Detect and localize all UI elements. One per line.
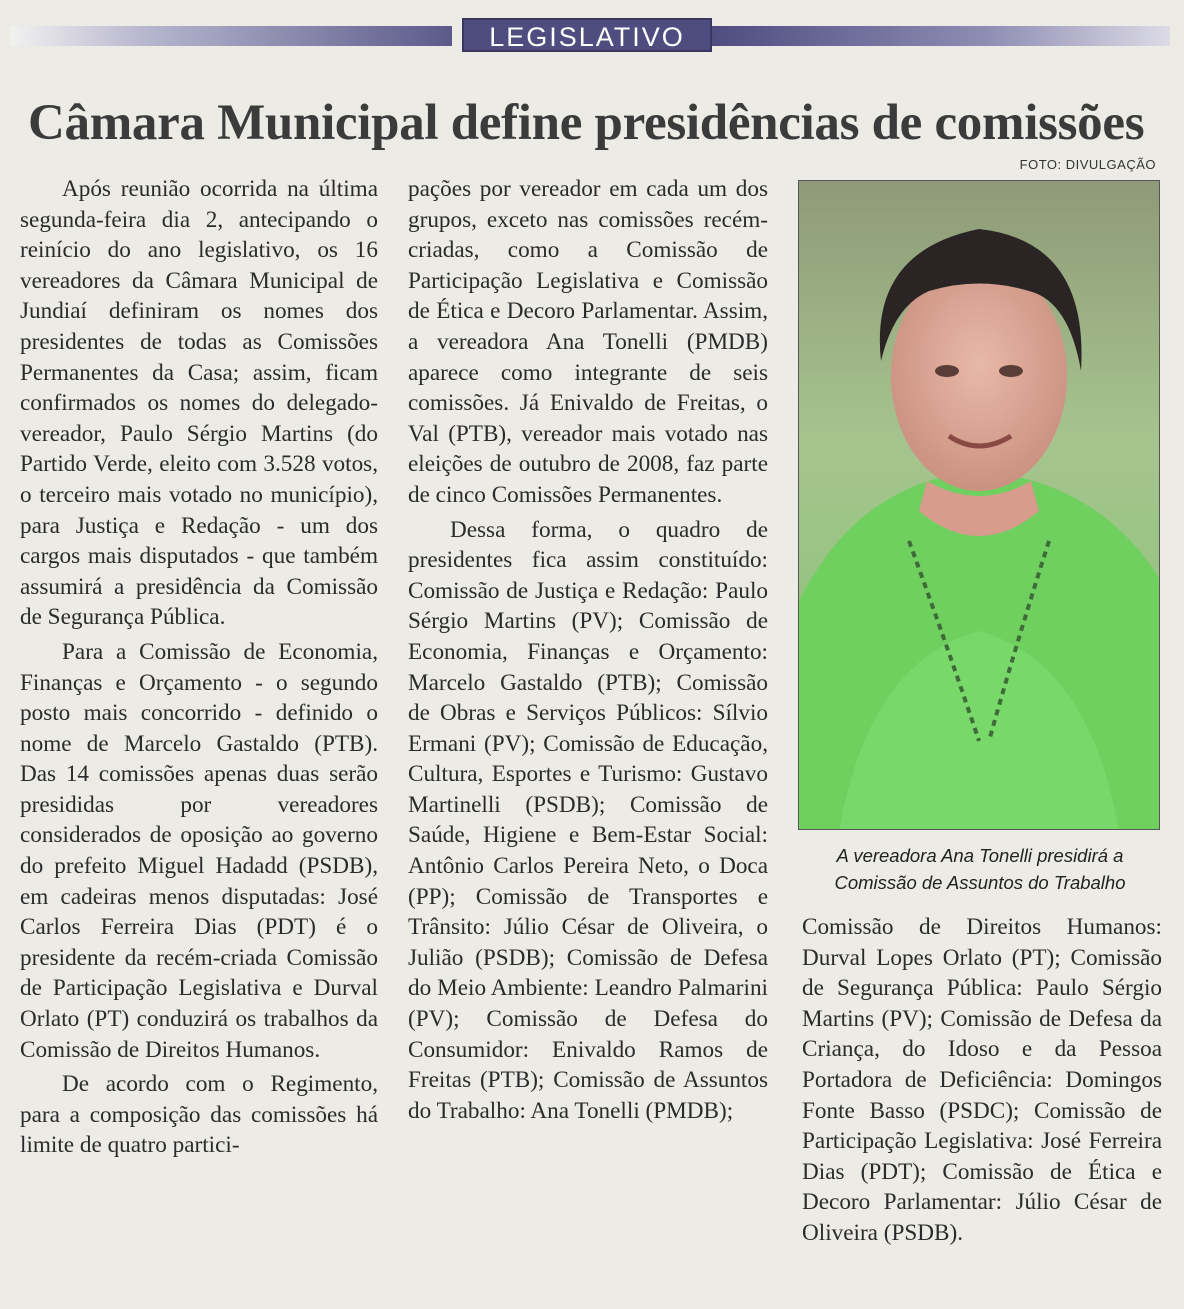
paragraph: De acordo com o Regimento, para a composição das comissões há limite de quatro partici- [20,1071,378,1159]
paragraph: Após reunião ocorrida na última segunda-feira dia 2, antecipando o reinício do ano legislativo, os 16 vereadores da Câmara Municipal de Jundiaí definiram os nomes dos presidentes de todas as Comissões Permanentes da Casa; assim, ficam confirmados os nomes do delegado-vereador, Paulo Sérgio Martins (do Partido Verde, eleito com 3.528 votos, o terceiro mais votado no município), para Justiça e Redação - um dos cargos mais disputados - que também assumirá a presidência da Comissão de Segurança Pública. [20,176,378,631]
section-bar-right-stripe [712,26,1170,46]
paragraph-continued: pações por vereador em cada um dos grupos, exceto nas comissões recém-criadas, como a Comissão de Participação Legislativa e Comissão de Ética e Decoro Parlamentar. Assim, a vereadora Ana Tonelli (PMDB) aparece como integrante de seis comissões. Já Enivaldo de Freitas, o Val (PTB), vereador mais votado nas eleições de outubro de 2008, faz parte de cinco Comissões Permanentes. [408,176,768,508]
section-label: LEGISLATIVO [462,18,712,52]
paragraph: Para a Comissão de Economia, Finanças e Orçamento - o segundo posto mais concorrido - definido o nome de Marcelo Gastaldo (PTB). Das 14 comissões apenas duas serão presididas por vereadores considerados de oposição ao governo do prefeito Miguel Hadadd (PSDB), em cadeiras menos disputadas: José Carlos Ferreira Dias (PDT) é o presidente da recém-criada Comissão de Participação Legislativa e Durval Orlato (PT) conduzirá os trabalhos da Comissão de Direitos Humanos. [20,638,378,1063]
section-bar-left-stripe [10,26,452,46]
photo-credit: FOTO: DIVULGAÇÃO [1019,157,1156,172]
portrait-illustration [799,181,1160,830]
article-headline: Câmara Municipal define presidências de comissões [28,95,1145,151]
section-header-bar [10,18,1170,54]
article-column-1 [20,174,378,1161]
article-column-2 [408,174,768,1126]
paragraph-continued: Comissão de Direitos Humanos: Durval Lopes Orlato (PT); Comissão de Segurança Pública: Paulo Sérgio Martins (PV); Comissão de Defesa da Criança, do Idoso e da Pessoa Portadora de Deficiência: Domingos Fonte Basso (PSDC); Comissão de Participação Legislativa: José Ferreira Dias (PDT); Comissão de Ética e Decoro Parlamentar: Júlio César de Oliveira (PSDB). [802,914,1162,1246]
portrait-photo [798,180,1160,830]
photo-caption: A vereadora Ana Tonelli presidirá a Comissão de Assuntos do Trabalho [834,845,1126,893]
paragraph: Dessa forma, o quadro de presidentes fica assim constituído: Comissão de Justiça e Redação: Paulo Sérgio Martins (PV); Comissão de Economia, Finanças e Orçamento: Marcelo Gastaldo (PTB); Comissão de Obras e Serviços Públicos: Sílvio Ermani (PV); Comissão de Educação, Cultura, Esportes e Turismo: Gustavo Martinelli (PSDB); Comissão de Saúde, Higiene e Bem-Estar Social: Antônio Carlos Pereira Neto, o Doca (PP); Comissão de Transportes e Trânsito: Júlio César de Oliveira, o Julião (PSDB); Comissão de Defesa do Meio Ambiente: Leandro Palmarini (PV); Comissão de Defesa do Consumidor: Enivaldo Ramos de Freitas (PTB); Comissão de Assuntos do Trabalho: Ana Tonelli (PMDB); [408,516,768,1124]
article-column-3 [802,912,1162,1249]
